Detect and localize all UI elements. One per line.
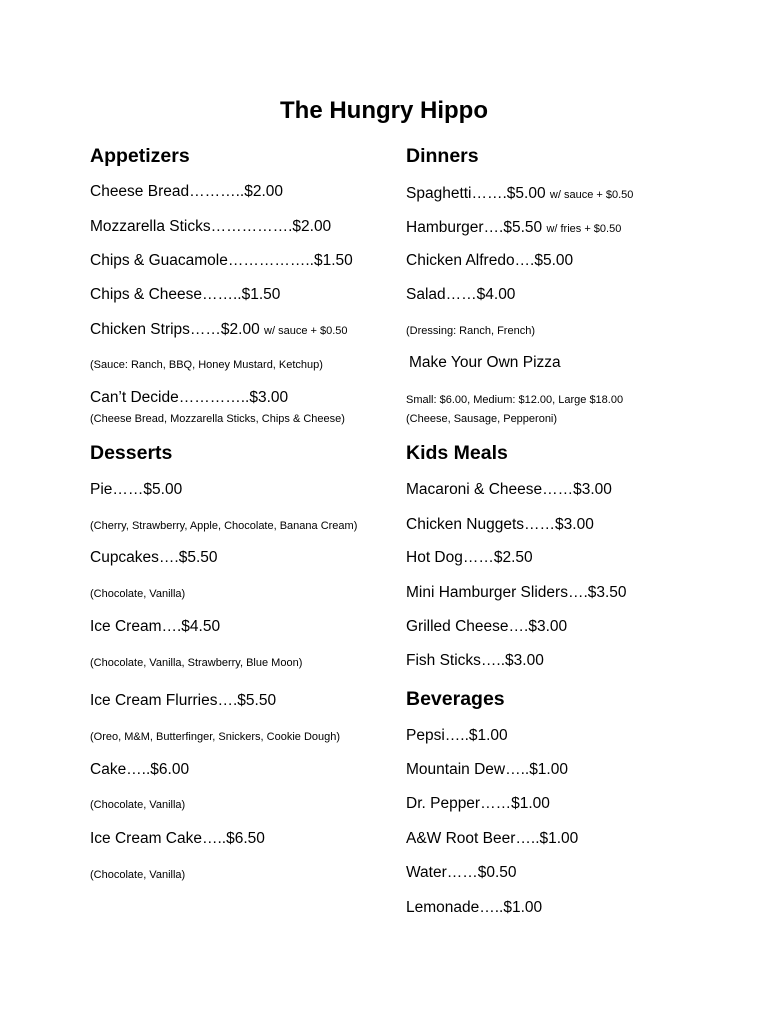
item-note-flurries: (Oreo, M&M, Butterfinger, Snickers, Cookie Dough) <box>90 731 341 743</box>
pizza-title: Make Your Own Pizza <box>409 354 561 371</box>
menu-item-ice-cream: Ice Cream….$4.50 <box>90 618 221 635</box>
menu-item-chicken-nuggets: Chicken Nuggets……$3.00 <box>406 516 594 533</box>
menu-item-cupcakes: Cupcakes….$5.50 <box>90 549 218 566</box>
menu-item-water: Water……$0.50 <box>406 864 517 881</box>
kids-meals-heading: Kids Meals <box>406 442 508 464</box>
menu-item-mozzarella-sticks: Mozzarella Sticks…………….$2.00 <box>90 218 332 235</box>
pizza-toppings: (Cheese, Sausage, Pepperoni) <box>406 413 558 425</box>
menu-item-chicken-strips: Chicken Strips……$2.00 w/ sauce + $0.50 <box>90 321 348 338</box>
menu-title: The Hungry Hippo <box>280 97 488 124</box>
menu-item-hot-dog: Hot Dog……$2.50 <box>406 549 533 566</box>
item-note-pie: (Cherry, Strawberry, Apple, Chocolate, Banana Cream) <box>90 520 358 532</box>
menu-item-mountain-dew: Mountain Dew…..$1.00 <box>406 761 568 778</box>
item-note-cant-decide: (Cheese Bread, Mozzarella Sticks, Chips & Cheese) <box>90 413 345 425</box>
item-addon: w/ fries + $0.50 <box>546 223 622 235</box>
menu-item-root-beer: A&W Root Beer…..$1.00 <box>406 830 579 847</box>
item-note-sauce: (Sauce: Ranch, BBQ, Honey Mustard, Ketchup) <box>90 359 323 371</box>
menu-item-chips-guacamole: Chips & Guacamole……………..$1.50 <box>90 252 353 269</box>
item-note-dressing: (Dressing: Ranch, French) <box>406 325 535 337</box>
beverages-heading: Beverages <box>406 688 505 710</box>
menu-item-spaghetti: Spaghetti…….$5.00 w/ sauce + $0.50 <box>406 185 634 202</box>
menu-item-fish-sticks: Fish Sticks…..$3.00 <box>406 652 544 669</box>
menu-item-pepsi: Pepsi…..$1.00 <box>406 727 508 744</box>
item-addon: w/ sauce + $0.50 <box>264 325 348 337</box>
menu-item-mini-sliders: Mini Hamburger Sliders….$3.50 <box>406 584 627 601</box>
menu-item-dr-pepper: Dr. Pepper……$1.00 <box>406 795 550 812</box>
item-note-cake: (Chocolate, Vanilla) <box>90 799 186 811</box>
item-addon: w/ sauce + $0.50 <box>549 189 634 201</box>
menu-item-cake: Cake…..$6.00 <box>90 761 190 778</box>
menu-item-ice-cream-flurries: Ice Cream Flurries….$5.50 <box>90 692 277 709</box>
menu-item-hamburger: Hamburger….$5.50 w/ fries + $0.50 <box>406 219 622 236</box>
appetizers-heading: Appetizers <box>90 145 190 167</box>
menu-item-cant-decide: Can’t Decide…………..$3.00 <box>90 389 289 406</box>
menu-item-cheese-bread: Cheese Bread………..$2.00 <box>90 183 283 200</box>
menu-item-salad: Salad……$4.00 <box>406 286 516 303</box>
item-note-ice-cream-cake: (Chocolate, Vanilla) <box>90 869 186 881</box>
desserts-heading: Desserts <box>90 442 173 464</box>
menu-item-lemonade: Lemonade…..$1.00 <box>406 899 543 916</box>
menu-item-grilled-cheese: Grilled Cheese….$3.00 <box>406 618 568 635</box>
pizza-sizes: Small: $6.00, Medium: $12.00, Large $18.00 <box>406 394 624 406</box>
menu-item-ice-cream-cake: Ice Cream Cake…..$6.50 <box>90 830 265 847</box>
menu-item-macaroni-cheese: Macaroni & Cheese……$3.00 <box>406 481 612 498</box>
menu-item-pie: Pie……$5.00 <box>90 481 183 498</box>
dinners-heading: Dinners <box>406 145 479 167</box>
item-note-cupcakes: (Chocolate, Vanilla) <box>90 588 186 600</box>
menu-item-chips-cheese: Chips & Cheese……..$1.50 <box>90 286 281 303</box>
item-note-ice-cream: (Chocolate, Vanilla, Strawberry, Blue Moon) <box>90 657 303 669</box>
menu-item-chicken-alfredo: Chicken Alfredo….$5.00 <box>406 252 574 269</box>
